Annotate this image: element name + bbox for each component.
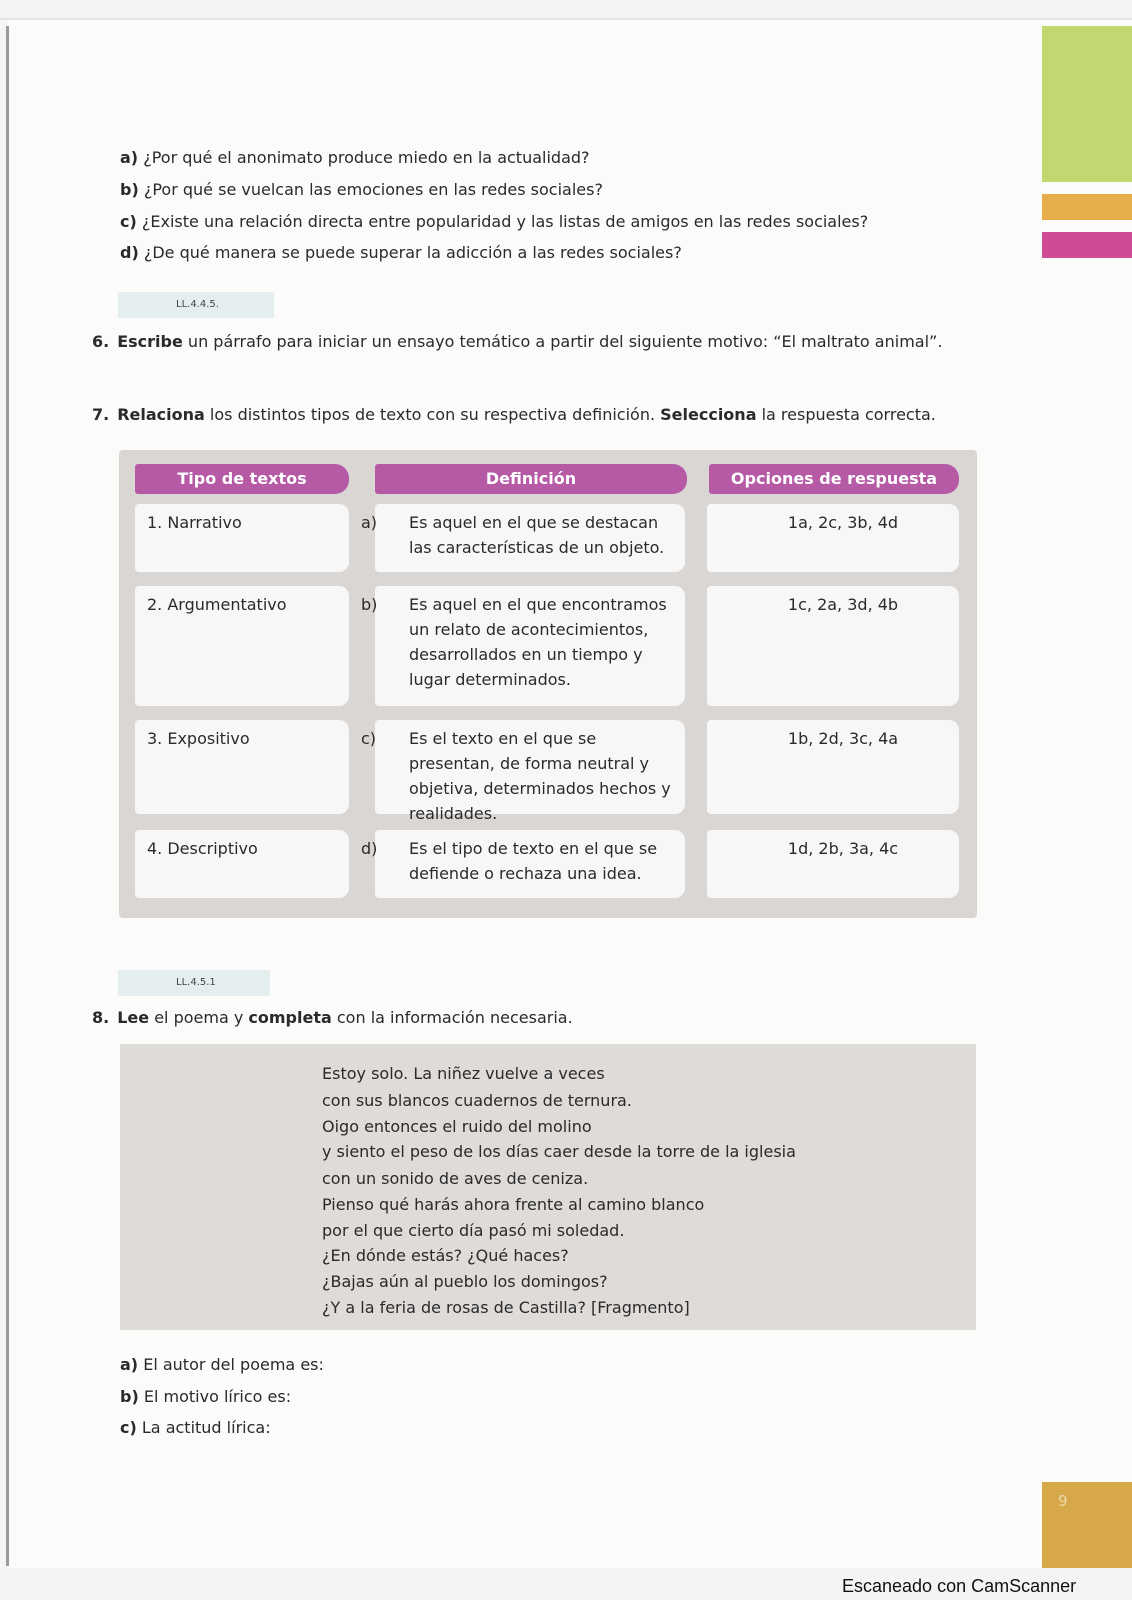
answer-option-4[interactable]: 1d, 2b, 3a, 4c bbox=[707, 830, 959, 898]
question-a: a) ¿Por qué el anonimato produce miedo en la actualidad? bbox=[120, 148, 590, 167]
table-row-4-definicion: d) Es el tipo de texto en el que se defiende o rechaza una idea. bbox=[375, 830, 685, 898]
poem-question-a: a) El autor del poema es: bbox=[120, 1355, 324, 1374]
poem-line: ¿En dónde estás? ¿Qué haces? bbox=[322, 1246, 569, 1265]
question-d: d) ¿De qué manera se puede superar la adicción a las redes sociales? bbox=[120, 243, 682, 262]
page-left-border bbox=[6, 26, 9, 1566]
poem-question-b: b) El motivo lírico es: bbox=[120, 1387, 292, 1406]
poem-question-c: c) La actitud lírica: bbox=[120, 1418, 271, 1437]
page-number: 9 bbox=[1058, 1492, 1068, 1510]
header-opciones: Opciones de respuesta bbox=[709, 464, 959, 494]
table-row-1-definicion: a) Es aquel en el que se destacan las características de un objeto. bbox=[375, 504, 685, 572]
poem-line: y siento el peso de los días caer desde la torre de la iglesia bbox=[322, 1142, 796, 1161]
answer-option-1[interactable]: 1a, 2c, 3b, 4d bbox=[707, 504, 959, 572]
poem-line: por el que cierto día pasó mi soledad. bbox=[322, 1221, 625, 1240]
header-tipo: Tipo de textos bbox=[135, 464, 349, 494]
poem-line: con sus blancos cuadernos de ternura. bbox=[322, 1091, 632, 1110]
poem-line: Estoy solo. La niñez vuelve a veces bbox=[322, 1064, 605, 1083]
poem-line: con un sonido de aves de ceniza. bbox=[322, 1169, 589, 1188]
answer-option-2[interactable]: 1c, 2a, 3d, 4b bbox=[707, 586, 959, 706]
skill-code-tag: LL.4.4.5. bbox=[118, 292, 274, 318]
answer-option-3[interactable]: 1b, 2d, 3c, 4a bbox=[707, 720, 959, 814]
question-6: 6. Escribe un párrafo para iniciar un ensayo temático a partir del siguiente motivo: “El maltrato animal”. bbox=[92, 332, 943, 351]
table-row-2-tipo: 2. Argumentativo bbox=[135, 586, 349, 706]
page-number-tab bbox=[1042, 1482, 1132, 1568]
poem-line: Oigo entonces el ruido del molino bbox=[322, 1117, 592, 1136]
camscanner-footer: Escaneado con CamScanner bbox=[842, 1576, 1077, 1596]
poem-line: ¿Bajas aún al pueblo los domingos? bbox=[322, 1272, 608, 1291]
margin-tab-magenta bbox=[1042, 232, 1132, 258]
table-row-1-tipo: 1. Narrativo bbox=[135, 504, 349, 572]
poem-line: Pienso qué harás ahora frente al camino blanco bbox=[322, 1195, 705, 1214]
text-types-table bbox=[119, 450, 977, 918]
table-row-3-tipo: 3. Expositivo bbox=[135, 720, 349, 814]
margin-tab-orange bbox=[1042, 194, 1132, 220]
skill-code-tag-2: LL.4.5.1 bbox=[118, 970, 270, 996]
question-7: 7. Relaciona los distintos tipos de texto con su respectiva definición. Selecciona la respuesta correcta. bbox=[92, 405, 936, 424]
question-c: c) ¿Existe una relación directa entre popularidad y las listas de amigos en las redes sociales? bbox=[120, 212, 869, 231]
question-b: b) ¿Por qué se vuelcan las emociones en las redes sociales? bbox=[120, 180, 603, 199]
header-definicion: Definición bbox=[375, 464, 687, 494]
margin-tab-green bbox=[1042, 26, 1132, 182]
poem-line: ¿Y a la feria de rosas de Castilla? [Fragmento] bbox=[322, 1298, 690, 1317]
table-row-3-definicion: c) Es el texto en el que se presentan, de forma neutral y objetiva, determinados hechos y realidades. bbox=[375, 720, 685, 814]
table-row-2-definicion: b) Es aquel en el que encontramos un relato de acontecimientos, desarrollados en un tiempo y lugar determinados. bbox=[375, 586, 685, 706]
table-row-4-tipo: 4. Descriptivo bbox=[135, 830, 349, 898]
question-8: 8. Lee el poema y completa con la información necesaria. bbox=[92, 1008, 573, 1027]
